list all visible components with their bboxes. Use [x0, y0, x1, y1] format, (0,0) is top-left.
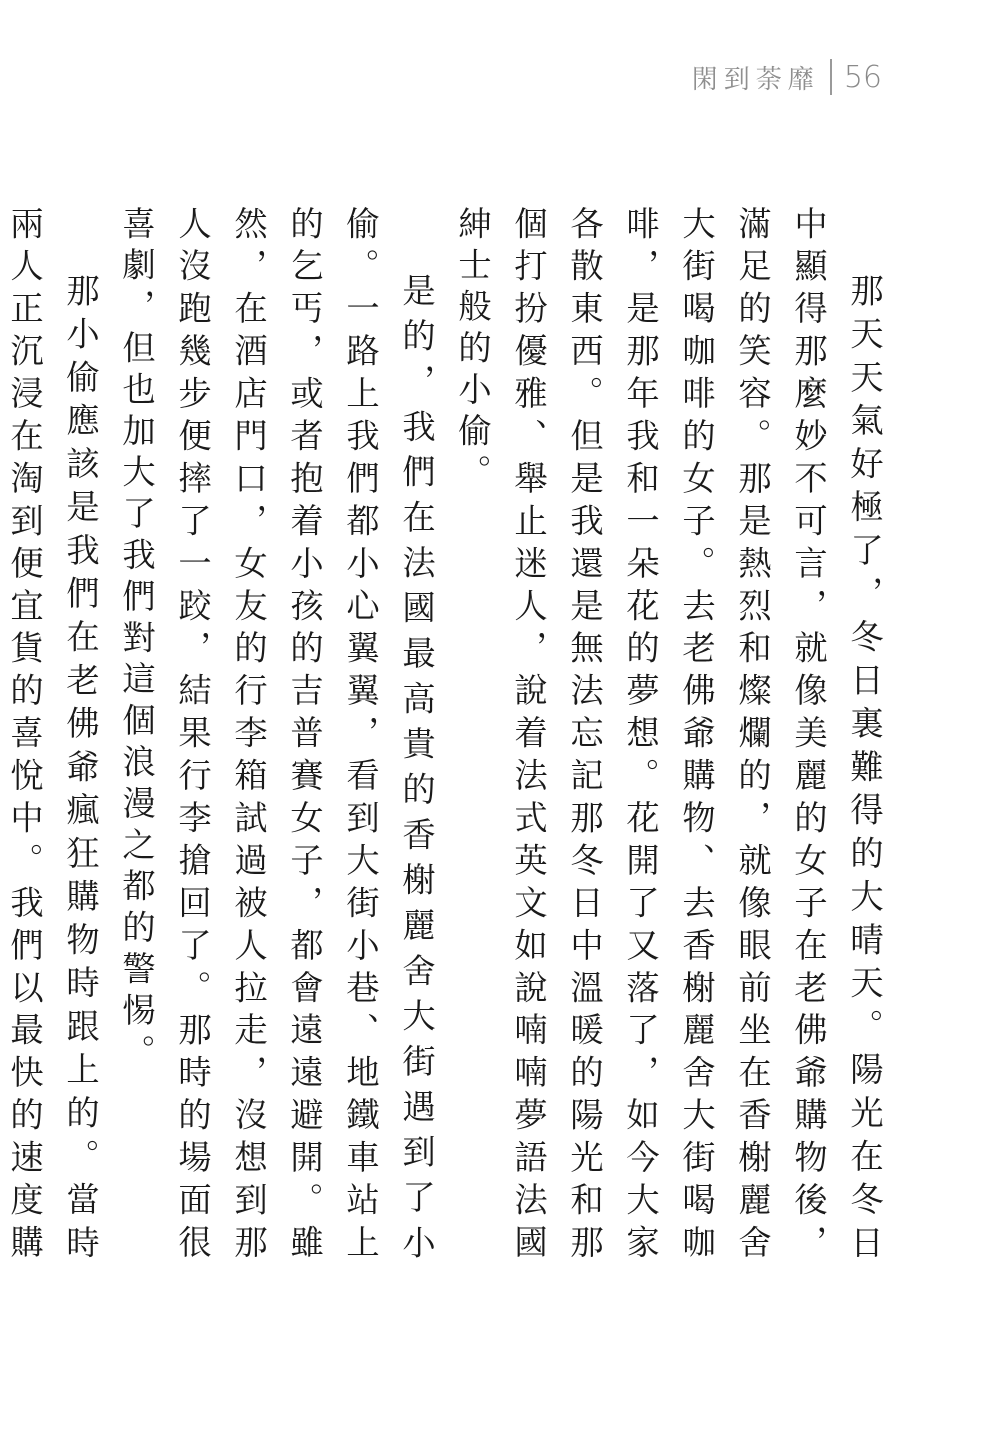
- paragraph-1: 那天天氣好極了，冬日裏難得的大晴天。陽光在冬日中顯得那麼妙不可言，就像美麗的女子在老佛爺購物後，滿足的笑容。那是熱烈和燦爛的，就像眼前坐在香榭麗舍大街喝咖啡的女子。去老佛爺購物、去香榭麗舍大街喝咖啡，是那年我和一朵花的夢想。花開了又落了，如今大家各散東西。但是我還是無法忘記那冬日中溫暖的陽光和那個打扮優雅、舉止迷人，說着法式英文如說喃喃夢語法國紳士般的小偷。: [453, 206, 884, 1266]
- vertical-body-text: [5, 206, 892, 1266]
- header-divider: [830, 59, 832, 95]
- page-number: 56: [843, 59, 882, 95]
- book-title: 閑到荼靡: [691, 64, 820, 95]
- running-header: [692, 58, 882, 96]
- paragraph-3: 那小偷應該是我們在老佛爺瘋狂購物時跟上的。當時兩人正沉浸在淘到便宜貨的喜悅中。我們以最快的速度購: [5, 206, 100, 1266]
- paragraph-2: 是的，我們在法國最高貴的香榭麗舍大街遇到了小偷。一路上我們都小心翼翼，看到大街小巷、地鐵車站上的乞丐，或者抱着小孩的吉普賽女子，都會遠遠避開。雖然，在酒店門口，女友的行李箱試過被人拉走，沒想到那人沒跑幾步便摔了一跤，結果行李搶回了。那時的場面很喜劇，但也加大了我們對這個浪漫之都的警惕。: [117, 206, 436, 1266]
